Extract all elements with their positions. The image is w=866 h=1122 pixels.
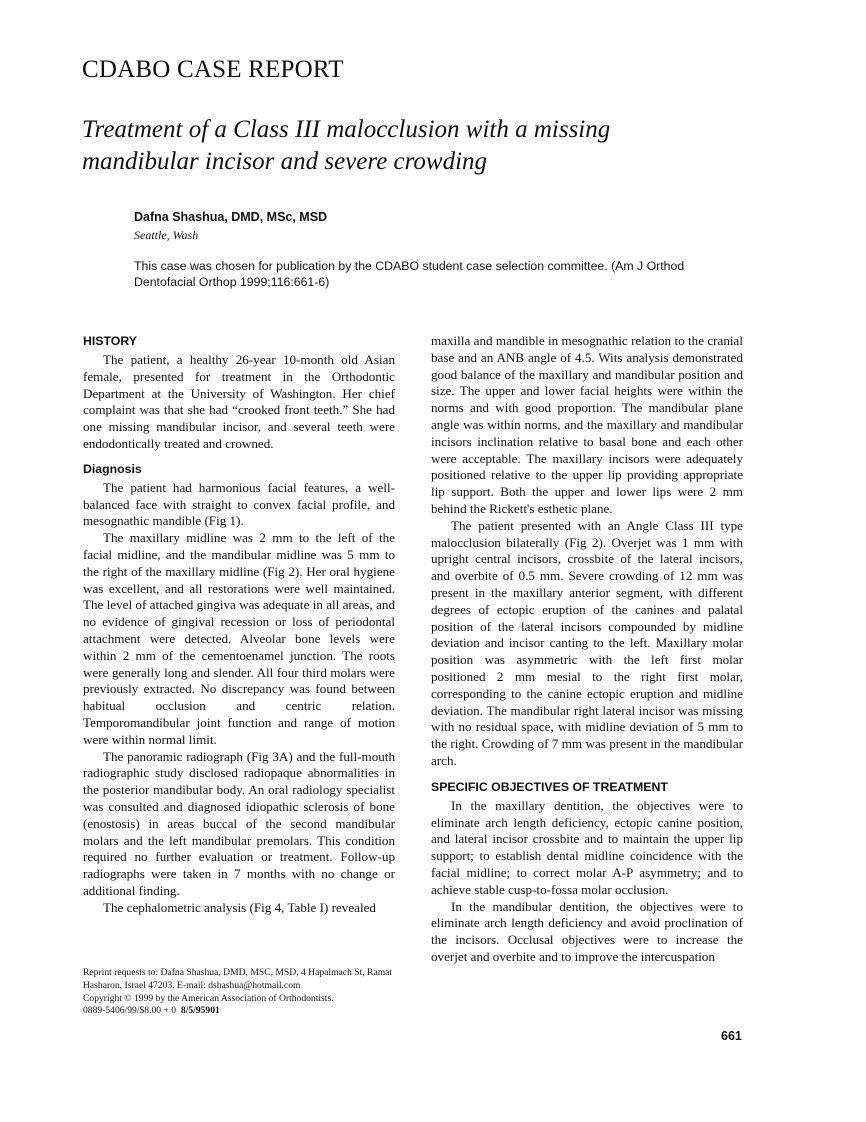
diagnosis-heading: Diagnosis [83, 461, 142, 476]
diagnosis-paragraph-2: The maxillary midline was 2 mm to the left of the facial midline, and the mandibular midline was 5 mm to the right of the maxillary midline (Fig 2). Her oral hygiene was excellent, and all restorations were well maintained. The level of attached gingiva was adequate in all areas, and no evidence of gingival recession or loss of periodontal attachment were detected. Alveolar bone levels were within 2 mm of the cementoenamel junction. The roots were generally long and slender. All four third molars were previously extracted. No discrepancy was found between habitual occlusion and centric relation. Temporomandibular joint function and range of motion were within normal limit. [83, 530, 395, 747]
history-paragraph: The patient, a healthy 26-year 10-month old Asian female, presented for treatment in the Orthodontic Department at the University of Washington. Her chief complaint was that she had “crooked front teeth.” She had one missing mandibular incisor, and several teeth were endodontically treated and crowned. [83, 352, 395, 451]
objectives-paragraph-2: In the mandibular dentition, the objectives were to eliminate arch length deficiency and avoid proclination of the incisors. Occlusal objectives were to increase the overjet and overbite and to improve the intercuspation [431, 898, 743, 964]
reprint-request: Reprint requests to: Dafna Shashua, DMD, MSC, MSD, 4 Hapalmach St, Ramat Hasharon, Israel 47203. E-mail: dshashua@hotmail.com [83, 967, 393, 991]
copyright-line: Copyright © 1999 by the American Association of Orthodontists. [83, 992, 334, 1004]
author-name: Dafna Shashua, DMD, MSc, MSD [134, 210, 328, 224]
footnote [83, 967, 403, 1018]
cephalometric-continued-paragraph: maxilla and mandible in mesognathic relation to the cranial base and an ANB angle of 4.5. Wits analysis demonstrated good balance of the maxillary and mandibular position and size. The upper and lower facial heights were within the norms and with good proportion. The mandibular plane angle was within norms, and the maxillary and mandibular incisors inclination relative to basal bone and each other were acceptable. The maxillary incisors were adequately positioned relative to the upper lip providing appropriate lip support. Both the upper and lower lips were 2 mm behind the Rickett's esthetic plane. [431, 333, 743, 516]
right-column [431, 333, 743, 966]
objectives-paragraph-1: In the maxillary dentition, the objectives were to eliminate arch length deficiency, ectopic canine position, and lateral incisor crossbite and to maintain the upper lip support; to establish dental midline coincidence with the facial midline; to correct molar A-P asymmetry; and to achieve stable cusp-to-fossa molar occlusion. [431, 797, 743, 897]
objectives-heading: SPECIFIC OBJECTIVES OF TREATMENT [431, 779, 668, 794]
author-affiliation: Seattle, Wash [134, 228, 199, 242]
diagnosis-paragraph-1: The patient had harmonious facial features, a well-balanced face with straight to convex facial profile, and mesognathic mandible (Fig 1). [83, 479, 395, 529]
diagnosis-paragraph-3: The panoramic radiograph (Fig 3A) and the full-mouth radiographic study disclosed radiopaque abnormalities in the posterior mandibular body. An oral radiology specialist was consulted and diagnosed idiopathic sclerosis of bone (enostosis) in areas buccal of the second mandibular molars and the left mandibular premolars. This condition required no further evaluation or treatment. Follow-up radiographs were taken in 7 months with no change or additional finding. [83, 748, 395, 898]
section-label: CDABO CASE REPORT [82, 56, 344, 83]
selection-note: This case was chosen for publication by the CDABO student case selection committee. (Am J Orthod Dentofacial Orthop 1999;116:661-6) [134, 259, 685, 289]
article-code-prefix: 0889-5406/99/$8.00 + 0 [83, 1005, 177, 1017]
article-code-suffix: 8/5/95901 [180, 1005, 220, 1017]
article-title: Treatment of a Class III malocclusion with a missing mandibular incisor and severe crowding [82, 116, 611, 175]
article-code [83, 1005, 403, 1018]
class3-paragraph: The patient presented with an Angle Class III type malocclusion bilaterally (Fig 2). Overjet was 1 mm with upright central incisors, crossbite of the lateral incisors, and overbite of 0.5 mm. Severe crowding of 12 mm was present in the maxillary anterior segment, with different degrees of ectopic eruption of the canines and palatal position of the lateral incisors compounded by midline deviation and incisor canting to the left. Maxillary molar position was asymmetric with the left first molar positioned 2 mm mesial to the right first molar, corresponding to the canine ectopic eruption and midline deviation. The mandibular right lateral incisor was missing with no residual space, with midline deviation of 5 mm to the right. Crowding of 7 mm was present in the mandibular arch. [431, 517, 743, 768]
left-column [83, 333, 395, 917]
page-number: 661 [721, 1029, 742, 1043]
history-heading: HISTORY [83, 334, 137, 348]
diagnosis-paragraph-4: The cephalometric analysis (Fig 4, Table I) revealed [103, 899, 376, 915]
